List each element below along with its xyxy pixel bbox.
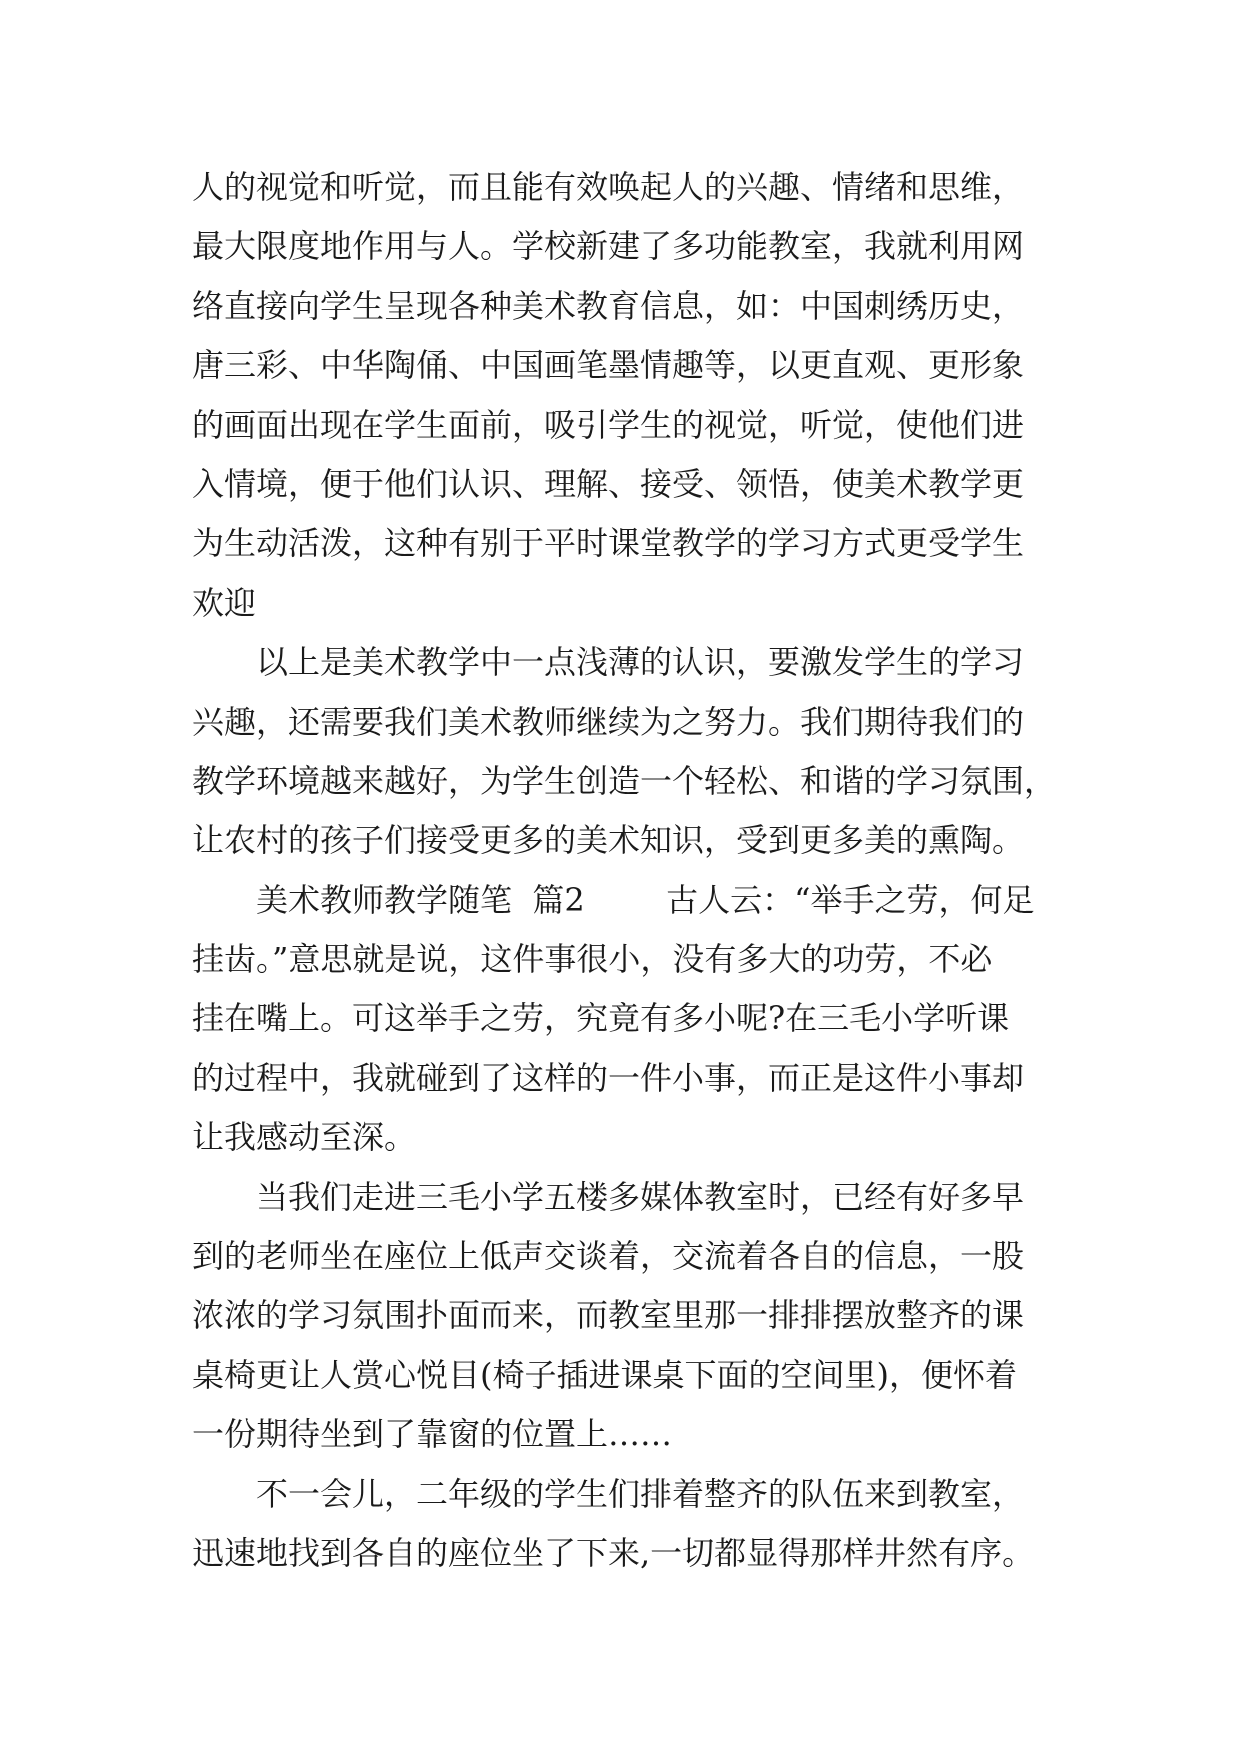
text-line: 当我们走进三毛小学五楼多媒体教室时，已经有好多早 [192,1177,1025,1216]
text-line: 为生动活泼，这种有别于平时课堂教学的学习方式更受学生 [192,524,1025,563]
text-line: 浓浓的学习氛围扑面而来，而教室里那一排排摆放整齐的课 [192,1296,1025,1335]
text-line: 入情境，便于他们认识、理解、接受、领悟，使美术教学更 [192,464,1025,503]
text-line: 让农村的孩子们接受更多的美术知识，受到更多美的熏陶。 [192,821,1025,860]
text-line: 挂在嘴上。可这举手之劳，究竟有多小呢?在三毛小学听课 [192,999,1010,1038]
text-line: 唐三彩、中华陶俑、中国画笔墨情趣等，以更直观、更形象 [192,346,1025,385]
text-line: 以上是美术教学中一点浅薄的认识，要激发学生的学习 [192,643,1025,682]
body-text [192,158,1072,1583]
text-line: 欢迎 [192,583,257,622]
text-line: 的过程中，我就碰到了这样的一件小事，而正是这件小事却 [192,1058,1025,1097]
text-line: 的画面出现在学生面前，吸引学生的视觉，听觉，使他们进 [192,405,1025,444]
text-line: 最大限度地作用与人。学校新建了多功能教室，我就利用网 [192,227,1025,266]
text-line: 迅速地找到各自的座位坐了下来,一切都显得那样井然有序。 [192,1533,1035,1572]
text-line: 到的老师坐在座位上低声交谈着，交流着各自的信息，一股 [192,1237,1025,1276]
text-line: 让我感动至深。 [192,1118,417,1157]
text-line: 挂齿。”意思就是说，这件事很小，没有多大的功劳，不必 [192,940,993,979]
section-heading-line: 美术教师教学随笔 篇2 古人云：“举手之劳，何足 [192,880,1035,919]
text-line: 不一会儿，二年级的学生们排着整齐的队伍来到教室， [192,1474,1025,1513]
text-line: 人的视觉和听觉，而且能有效唤起人的兴趣、情绪和思维， [192,168,1025,206]
text-line: 教学环境越来越好，为学生创造一个轻松、和谐的学习氛围， [192,761,1057,800]
text-line: 兴趣，还需要我们美术教师继续为之努力。我们期待我们的 [192,702,1025,741]
text-line: 一份期待坐到了靠窗的位置上…… [192,1415,673,1454]
text-line: 桌椅更让人赏心悦目(椅子插进课桌下面的空间里)，便怀着 [192,1355,1017,1394]
text-line: 络直接向学生呈现各种美术教育信息，如：中国刺绣历史， [192,286,1025,325]
